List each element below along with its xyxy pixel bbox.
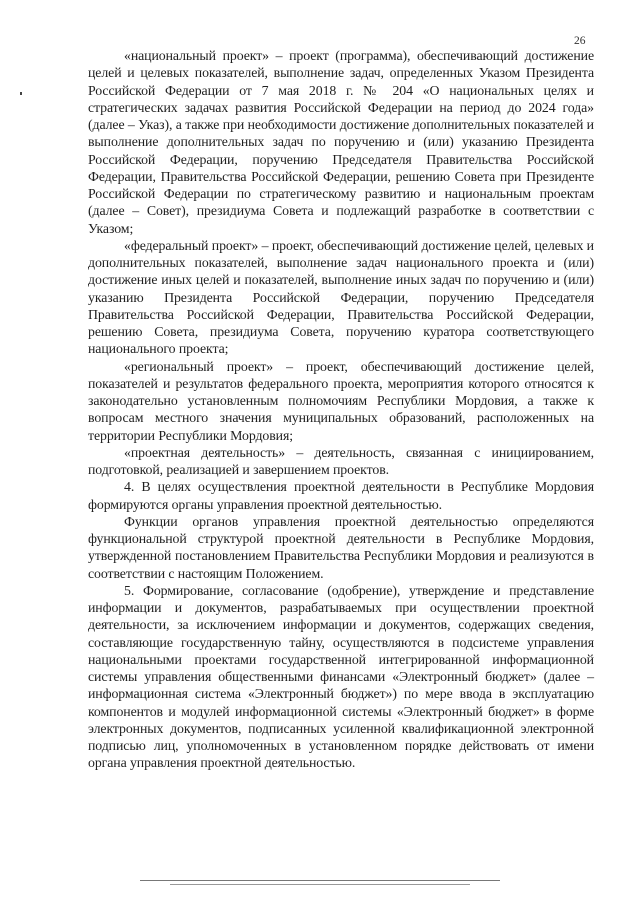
paragraph-clause-5: 5. Формирование, согласование (одобрение), утверждение и представление информации и документов, разрабатываемых при осуществлении проектной деятельности, за исключением информации и документов, содержащих сведения, составляющие государственную тайну, осуществляются в подсистеме управления национальными проектами государственной интегрированной информационной системы управления общественными финансами «Электронный бюджет» (далее – информационная система «Электронный бюджет») по мере ввода в эксплуатацию компонентов и модулей информационной системы «Электронный бюджет» в форме электронных документов, подписанных усиленной квалификационной электронной подписью лиц, уполномоченных в установленном порядке действовать от имени органа управления проектной деятельностью. <box>88 582 594 771</box>
margin-mark <box>20 92 22 95</box>
paragraph-regional-project: «региональный проект» – проект, обеспечивающий достижение целей, показателей и результатов федерального проекта, мероприятия которого относятся к законодательно установленным полномочиям Республики Мордовия, а также к вопросам местного значения муниципальных образований, расположенных на территории Республики Мордовия; <box>88 358 594 443</box>
footer-rule <box>140 880 500 881</box>
paragraph-functions: Функции органов управления проектной деятельностью определяются функциональной структурой проектной деятельности в Республике Мордовия, утвержденной постановлением Правительства Республики Мордовия и реализуются в соответствии с настоящим Положением. <box>88 513 594 581</box>
paragraph-clause-4: 4. В целях осуществления проектной деятельности в Республике Мордовия формируются органы управления проектной деятельностью. <box>88 479 594 512</box>
page-number: 26 <box>574 35 586 47</box>
paragraph-federal-project: «федеральный проект» – проект, обеспечивающий достижение целей, целевых и дополнительных показателей, выполнение задач национального проекта и (или) достижение иных целей и показателей, выполнение иных задач по поручению и (или) указанию Президента Российской Федерации, поручению Председателя Правительства Российской Федерации, Правительства Российской Федерации, решению Совета, президиума Совета, поручению куратора соответствующего национального проекта; <box>88 237 594 357</box>
footer-rule-secondary <box>170 884 470 885</box>
document-body <box>88 47 594 772</box>
paragraph-project-activity: «проектная деятельность» – деятельность, связанная с инициированием, подготовкой, реализацией и завершением проектов. <box>88 444 594 477</box>
paragraph-national-project: «национальный проект» – проект (программа), обеспечивающий достижение целей и целевых показателей, выполнение задач, определенных Указом Президента Российской Федерации от 7 мая 2018 г. № 204 «О национальных целях и стратегических задачах развития Российской Федерации на период до 2024 года» (далее – Указ), а также при необходимости достижение дополнительных показателей и выполнение дополнительных задач по поручению и (или) указанию Президента Российской Федерации, поручению Председателя Правительства Российской Федерации, Правительства Российской Федерации, решению Совета при Президенте Российской Федерации по стратегическому развитию и национальным проектам (далее – Совет), президиума Совета и подлежащий разработке в соответствии с Указом; <box>88 48 594 236</box>
